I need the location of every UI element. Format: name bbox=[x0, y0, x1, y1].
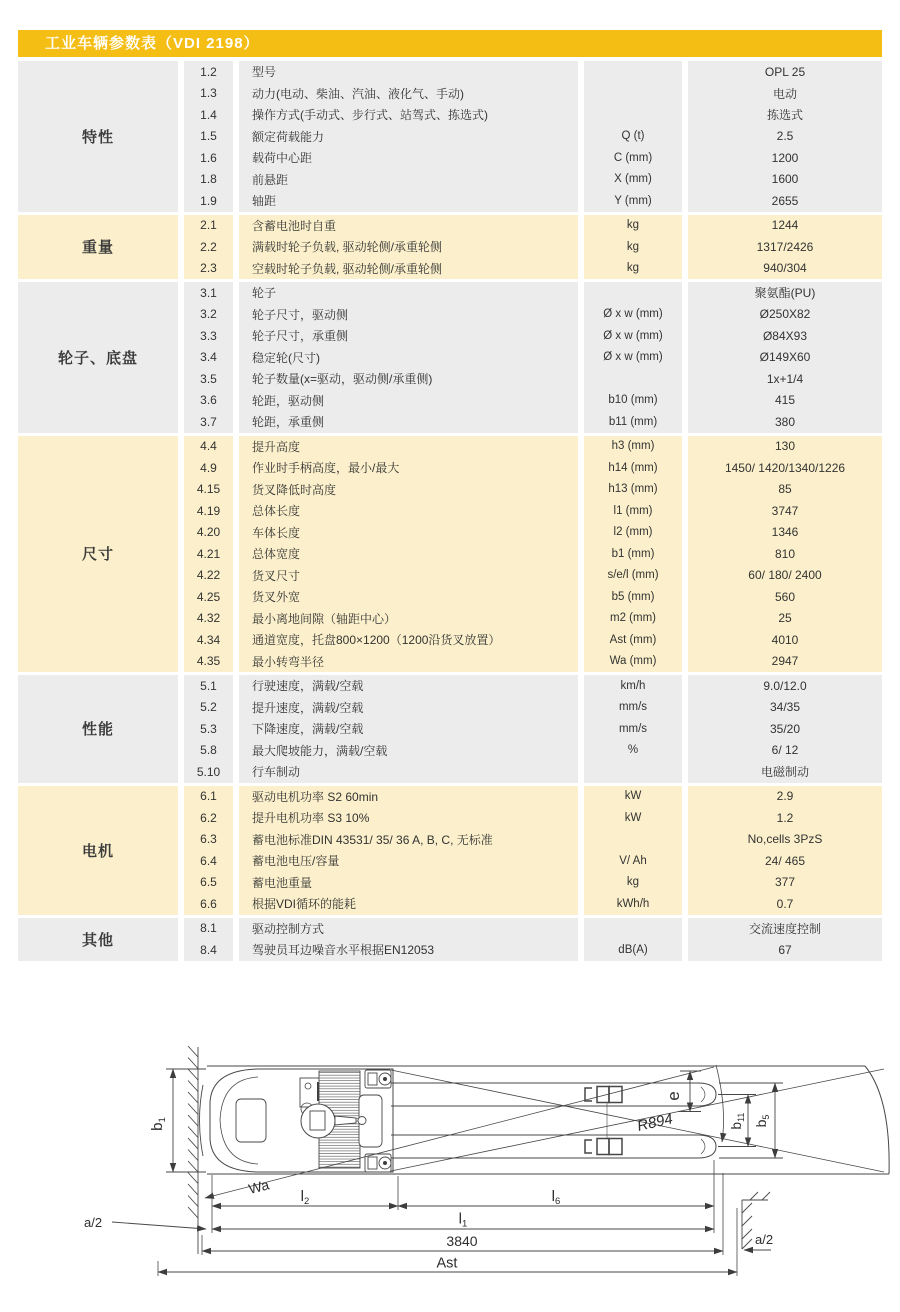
row-number-cell: 2.2 bbox=[184, 236, 233, 258]
row-description-cell: 轮距，承重侧 bbox=[239, 411, 578, 433]
row-unit-cell bbox=[584, 918, 682, 940]
section-rows bbox=[184, 215, 882, 280]
section-rows bbox=[184, 786, 882, 915]
row-value-cell: 拣选式 bbox=[688, 104, 882, 126]
table-row bbox=[184, 169, 882, 191]
table-row bbox=[184, 586, 882, 608]
row-description-cell: 额定荷载能力 bbox=[239, 126, 578, 148]
left-wall-hatch bbox=[188, 1046, 198, 1254]
row-number-cell: 3.4 bbox=[184, 347, 233, 369]
row-unit-cell: kg bbox=[584, 215, 682, 237]
row-description-cell: 行驶速度，满载/空载 bbox=[239, 675, 578, 697]
row-description-cell: 驱动电机功率 S2 60min bbox=[239, 786, 578, 808]
row-value-cell: 60/ 180/ 2400 bbox=[688, 565, 882, 587]
table-row bbox=[184, 500, 882, 522]
row-description-cell: 蓄电池重量 bbox=[239, 872, 578, 894]
row-description-cell: 货叉外宽 bbox=[239, 586, 578, 608]
row-number-cell: 4.9 bbox=[184, 457, 233, 479]
row-unit-cell: X (mm) bbox=[584, 169, 682, 191]
row-value-cell: 25 bbox=[688, 608, 882, 630]
table-row bbox=[184, 608, 882, 630]
row-description-cell: 型号 bbox=[239, 61, 578, 83]
row-unit-cell: V/ Ah bbox=[584, 850, 682, 872]
row-number-cell: 5.2 bbox=[184, 697, 233, 719]
row-description-cell: 操作方式(手动式、步行式、站驾式、拣选式) bbox=[239, 104, 578, 126]
l1-label: $l_1$ bbox=[458, 1210, 468, 1229]
row-description-cell: 轴距 bbox=[239, 190, 578, 212]
truck-top-view-drawing bbox=[0, 1023, 900, 1285]
row-description-cell: 最大爬坡能力，满载/空载 bbox=[239, 740, 578, 762]
row-unit-cell: Ast (mm) bbox=[584, 629, 682, 651]
row-unit-cell: kWh/h bbox=[584, 893, 682, 915]
drawing-labels bbox=[84, 1091, 773, 1271]
row-number-cell: 8.4 bbox=[184, 939, 233, 961]
table-row bbox=[184, 675, 882, 697]
row-description-cell: 空载时轮子负载, 驱动轮侧/承重轮侧 bbox=[239, 258, 578, 280]
section-category-label: 其他 bbox=[18, 918, 178, 961]
spec-section-other bbox=[18, 918, 882, 961]
row-description-cell: 通道宽度，托盘800×1200（1200沿货叉放置） bbox=[239, 629, 578, 651]
row-description-cell: 载荷中心距 bbox=[239, 147, 578, 169]
row-value-cell: 1600 bbox=[688, 169, 882, 191]
table-row bbox=[184, 83, 882, 105]
spec-table bbox=[18, 61, 882, 961]
table-row bbox=[184, 522, 882, 544]
row-number-cell: 4.22 bbox=[184, 565, 233, 587]
row-value-cell: 810 bbox=[688, 543, 882, 565]
spec-section-characteristics bbox=[18, 61, 882, 212]
row-number-cell: 2.3 bbox=[184, 258, 233, 280]
section-category-label: 特性 bbox=[18, 61, 178, 212]
spec-section-weight bbox=[18, 215, 882, 280]
row-unit-cell: b10 (mm) bbox=[584, 390, 682, 412]
row-unit-cell: m2 (mm) bbox=[584, 608, 682, 630]
section-category-label: 轮子、底盘 bbox=[18, 282, 178, 433]
row-description-cell: 最小离地间隙（轴距中心） bbox=[239, 608, 578, 630]
row-description-cell: 前悬距 bbox=[239, 169, 578, 191]
row-number-cell: 8.1 bbox=[184, 918, 233, 940]
table-row bbox=[184, 740, 882, 762]
table-row bbox=[184, 565, 882, 587]
row-value-cell: 0.7 bbox=[688, 893, 882, 915]
spec-section-wheels-chassis bbox=[18, 282, 882, 433]
row-value-cell: 1.2 bbox=[688, 807, 882, 829]
b1-label: $b_1$ bbox=[149, 1116, 168, 1131]
section-rows bbox=[184, 918, 882, 961]
row-description-cell: 货叉降低时高度 bbox=[239, 479, 578, 501]
spec-section-dimensions bbox=[18, 436, 882, 673]
row-description-cell: 轮距，驱动侧 bbox=[239, 390, 578, 412]
row-number-cell: 3.2 bbox=[184, 304, 233, 326]
row-value-cell: 2.9 bbox=[688, 786, 882, 808]
row-description-cell: 蓄电池标准DIN 43531/ 35/ 36 A, B, C, 无标准 bbox=[239, 829, 578, 851]
row-value-cell: 1244 bbox=[688, 215, 882, 237]
row-value-cell: 交流速度控制 bbox=[688, 918, 882, 940]
row-number-cell: 6.5 bbox=[184, 872, 233, 894]
row-unit-cell bbox=[584, 104, 682, 126]
row-unit-cell: kW bbox=[584, 786, 682, 808]
r894-label: R894 bbox=[635, 1109, 675, 1135]
row-value-cell: 377 bbox=[688, 872, 882, 894]
row-unit-cell: kg bbox=[584, 236, 682, 258]
row-unit-cell: Ø x w (mm) bbox=[584, 347, 682, 369]
table-row bbox=[184, 368, 882, 390]
row-number-cell: 3.6 bbox=[184, 390, 233, 412]
row-unit-cell: h13 (mm) bbox=[584, 479, 682, 501]
section-category-label: 重量 bbox=[18, 215, 178, 280]
table-row bbox=[184, 304, 882, 326]
row-description-cell: 根据VDI循环的能耗 bbox=[239, 893, 578, 915]
row-number-cell: 4.35 bbox=[184, 651, 233, 673]
l6-label: $l_6$ bbox=[551, 1187, 561, 1207]
spec-section-performance bbox=[18, 675, 882, 783]
table-row bbox=[184, 411, 882, 433]
row-description-cell: 最小转弯半径 bbox=[239, 651, 578, 673]
section-rows bbox=[184, 61, 882, 212]
row-description-cell: 轮子尺寸，承重侧 bbox=[239, 325, 578, 347]
ast-label: Ast bbox=[436, 1255, 458, 1271]
row-unit-cell: b1 (mm) bbox=[584, 543, 682, 565]
row-description-cell: 提升高度 bbox=[239, 436, 578, 458]
table-row bbox=[184, 850, 882, 872]
row-value-cell: 1200 bbox=[688, 147, 882, 169]
row-number-cell: 4.25 bbox=[184, 586, 233, 608]
row-number-cell: 5.1 bbox=[184, 675, 233, 697]
table-row bbox=[184, 258, 882, 280]
row-unit-cell bbox=[584, 61, 682, 83]
table-row bbox=[184, 347, 882, 369]
row-unit-cell: kW bbox=[584, 807, 682, 829]
section-category-label: 性能 bbox=[18, 675, 178, 783]
section-rows bbox=[184, 675, 882, 783]
table-row bbox=[184, 651, 882, 673]
row-number-cell: 4.20 bbox=[184, 522, 233, 544]
table-row bbox=[184, 479, 882, 501]
row-value-cell: 聚氨酯(PU) bbox=[688, 282, 882, 304]
row-number-cell: 4.32 bbox=[184, 608, 233, 630]
section-rows bbox=[184, 436, 882, 673]
row-description-cell: 驾驶员耳边噪音水平根据EN12053 bbox=[239, 939, 578, 961]
row-value-cell: 415 bbox=[688, 390, 882, 412]
row-unit-cell bbox=[584, 829, 682, 851]
row-description-cell: 总体宽度 bbox=[239, 543, 578, 565]
row-unit-cell: Y (mm) bbox=[584, 190, 682, 212]
row-description-cell: 行车制动 bbox=[239, 761, 578, 783]
table-row bbox=[184, 718, 882, 740]
row-value-cell: 85 bbox=[688, 479, 882, 501]
row-unit-cell: Ø x w (mm) bbox=[584, 304, 682, 326]
row-number-cell: 2.1 bbox=[184, 215, 233, 237]
row-unit-cell: mm/s bbox=[584, 697, 682, 719]
row-value-cell: Ø149X60 bbox=[688, 347, 882, 369]
row-value-cell: 1346 bbox=[688, 522, 882, 544]
table-row bbox=[184, 436, 882, 458]
wa-label: Wa bbox=[246, 1175, 271, 1197]
table-row bbox=[184, 786, 882, 808]
row-number-cell: 1.5 bbox=[184, 126, 233, 148]
row-unit-cell: km/h bbox=[584, 675, 682, 697]
row-value-cell: 1317/2426 bbox=[688, 236, 882, 258]
row-value-cell: 34/35 bbox=[688, 697, 882, 719]
row-unit-cell bbox=[584, 368, 682, 390]
table-row bbox=[184, 697, 882, 719]
row-unit-cell: l1 (mm) bbox=[584, 500, 682, 522]
row-value-cell: Ø84X93 bbox=[688, 325, 882, 347]
section-rows bbox=[184, 282, 882, 433]
row-value-cell: 2947 bbox=[688, 651, 882, 673]
row-number-cell: 3.7 bbox=[184, 411, 233, 433]
row-unit-cell bbox=[584, 282, 682, 304]
table-row bbox=[184, 893, 882, 915]
row-description-cell: 蓄电池电压/容量 bbox=[239, 850, 578, 872]
load-rollers bbox=[585, 1086, 622, 1154]
row-description-cell: 满载时轮子负载, 驱动轮侧/承重轮侧 bbox=[239, 236, 578, 258]
table-row bbox=[184, 807, 882, 829]
table-row bbox=[184, 872, 882, 894]
e-label: e bbox=[664, 1090, 683, 1101]
row-description-cell: 下降速度，满载/空载 bbox=[239, 718, 578, 740]
spec-section-motor bbox=[18, 786, 882, 915]
row-unit-cell: Ø x w (mm) bbox=[584, 325, 682, 347]
row-value-cell: 24/ 465 bbox=[688, 850, 882, 872]
row-value-cell: 1450/ 1420/1340/1226 bbox=[688, 457, 882, 479]
row-number-cell: 6.6 bbox=[184, 893, 233, 915]
table-row bbox=[184, 939, 882, 961]
row-number-cell: 3.1 bbox=[184, 282, 233, 304]
table-row bbox=[184, 918, 882, 940]
row-description-cell: 车体长度 bbox=[239, 522, 578, 544]
table-row bbox=[184, 829, 882, 851]
table-row bbox=[184, 282, 882, 304]
row-description-cell: 提升电机功率 S3 10% bbox=[239, 807, 578, 829]
table-row bbox=[184, 147, 882, 169]
row-unit-cell: s/e/l (mm) bbox=[584, 565, 682, 587]
row-description-cell: 轮子数量(x=驱动，驱动侧/承重侧) bbox=[239, 368, 578, 390]
l2-label: $l_2$ bbox=[300, 1187, 310, 1207]
row-description-cell: 轮子 bbox=[239, 282, 578, 304]
row-description-cell: 总体长度 bbox=[239, 500, 578, 522]
row-unit-cell: kg bbox=[584, 872, 682, 894]
section-category-label: 尺寸 bbox=[18, 436, 178, 673]
row-unit-cell: h14 (mm) bbox=[584, 457, 682, 479]
table-row bbox=[184, 104, 882, 126]
row-value-cell: 3747 bbox=[688, 500, 882, 522]
page-title: 工业车辆参数表（VDI 2198） bbox=[18, 30, 882, 57]
table-row bbox=[184, 236, 882, 258]
row-value-cell: 6/ 12 bbox=[688, 740, 882, 762]
table-row bbox=[184, 543, 882, 565]
row-value-cell: 1x+1/4 bbox=[688, 368, 882, 390]
e-dimension bbox=[678, 1071, 701, 1112]
table-row bbox=[184, 325, 882, 347]
table-row bbox=[184, 126, 882, 148]
row-number-cell: 5.10 bbox=[184, 761, 233, 783]
row-number-cell: 5.3 bbox=[184, 718, 233, 740]
row-description-cell: 轮子尺寸，驱动侧 bbox=[239, 304, 578, 326]
row-value-cell: 67 bbox=[688, 939, 882, 961]
row-number-cell: 1.3 bbox=[184, 83, 233, 105]
row-unit-cell: l2 (mm) bbox=[584, 522, 682, 544]
row-number-cell: 6.3 bbox=[184, 829, 233, 851]
row-number-cell: 1.8 bbox=[184, 169, 233, 191]
row-value-cell: 2655 bbox=[688, 190, 882, 212]
row-description-cell: 提升速度，满载/空载 bbox=[239, 697, 578, 719]
row-unit-cell: kg bbox=[584, 258, 682, 280]
table-row bbox=[184, 190, 882, 212]
row-number-cell: 6.4 bbox=[184, 850, 233, 872]
dimension-diagram bbox=[0, 1023, 900, 1290]
b5-label: $b_5$ bbox=[753, 1114, 771, 1127]
row-unit-cell: Q (t) bbox=[584, 126, 682, 148]
row-number-cell: 5.8 bbox=[184, 740, 233, 762]
row-number-cell: 4.34 bbox=[184, 629, 233, 651]
table-row bbox=[184, 761, 882, 783]
table-row bbox=[184, 390, 882, 412]
row-value-cell: 电磁制动 bbox=[688, 761, 882, 783]
row-description-cell: 作业时手柄高度，最小/最大 bbox=[239, 457, 578, 479]
row-number-cell: 1.2 bbox=[184, 61, 233, 83]
section-category-label: 电机 bbox=[18, 786, 178, 915]
row-value-cell: Ø250X82 bbox=[688, 304, 882, 326]
row-number-cell: 6.1 bbox=[184, 786, 233, 808]
row-description-cell: 动力(电动、柴油、汽油、液化气、手动) bbox=[239, 83, 578, 105]
row-value-cell: 560 bbox=[688, 586, 882, 608]
row-number-cell: 1.4 bbox=[184, 104, 233, 126]
row-number-cell: 4.21 bbox=[184, 543, 233, 565]
row-unit-cell: dB(A) bbox=[584, 939, 682, 961]
overall-length-label: 3840 bbox=[446, 1232, 478, 1249]
row-value-cell: 4010 bbox=[688, 629, 882, 651]
row-unit-cell: Wa (mm) bbox=[584, 651, 682, 673]
datasheet-page bbox=[0, 30, 900, 1312]
a2-left-label: a/2 bbox=[84, 1214, 103, 1230]
row-description-cell: 稳定轮(尺寸) bbox=[239, 347, 578, 369]
table-row bbox=[184, 215, 882, 237]
b11-label: $b_{11}$ bbox=[729, 1112, 746, 1129]
row-value-cell: 电动 bbox=[688, 83, 882, 105]
row-unit-cell: h3 (mm) bbox=[584, 436, 682, 458]
row-number-cell: 1.6 bbox=[184, 147, 233, 169]
table-row bbox=[184, 457, 882, 479]
row-value-cell: 2.5 bbox=[688, 126, 882, 148]
row-description-cell: 驱动控制方式 bbox=[239, 918, 578, 940]
row-number-cell: 4.15 bbox=[184, 479, 233, 501]
row-value-cell: 9.0/12.0 bbox=[688, 675, 882, 697]
row-value-cell: 35/20 bbox=[688, 718, 882, 740]
row-value-cell: 130 bbox=[688, 436, 882, 458]
row-unit-cell bbox=[584, 83, 682, 105]
truck-body bbox=[200, 1069, 394, 1172]
row-number-cell: 1.9 bbox=[184, 190, 233, 212]
row-description-cell: 货叉尺寸 bbox=[239, 565, 578, 587]
row-number-cell: 4.4 bbox=[184, 436, 233, 458]
row-unit-cell: mm/s bbox=[584, 718, 682, 740]
table-row bbox=[184, 629, 882, 651]
row-description-cell: 含蓄电池时自重 bbox=[239, 215, 578, 237]
table-row bbox=[184, 61, 882, 83]
row-unit-cell: C (mm) bbox=[584, 147, 682, 169]
row-number-cell: 3.5 bbox=[184, 368, 233, 390]
row-unit-cell: b5 (mm) bbox=[584, 586, 682, 608]
row-number-cell: 4.19 bbox=[184, 500, 233, 522]
row-unit-cell: b11 (mm) bbox=[584, 411, 682, 433]
b1-dimension bbox=[166, 1069, 206, 1172]
row-value-cell: No,cells 3PzS bbox=[688, 829, 882, 851]
row-number-cell: 3.3 bbox=[184, 325, 233, 347]
row-number-cell: 6.2 bbox=[184, 807, 233, 829]
row-value-cell: 380 bbox=[688, 411, 882, 433]
row-value-cell: OPL 25 bbox=[688, 61, 882, 83]
a2-right-label: a/2 bbox=[755, 1231, 774, 1247]
row-value-cell: 940/304 bbox=[688, 258, 882, 280]
row-unit-cell bbox=[584, 761, 682, 783]
row-unit-cell: % bbox=[584, 740, 682, 762]
